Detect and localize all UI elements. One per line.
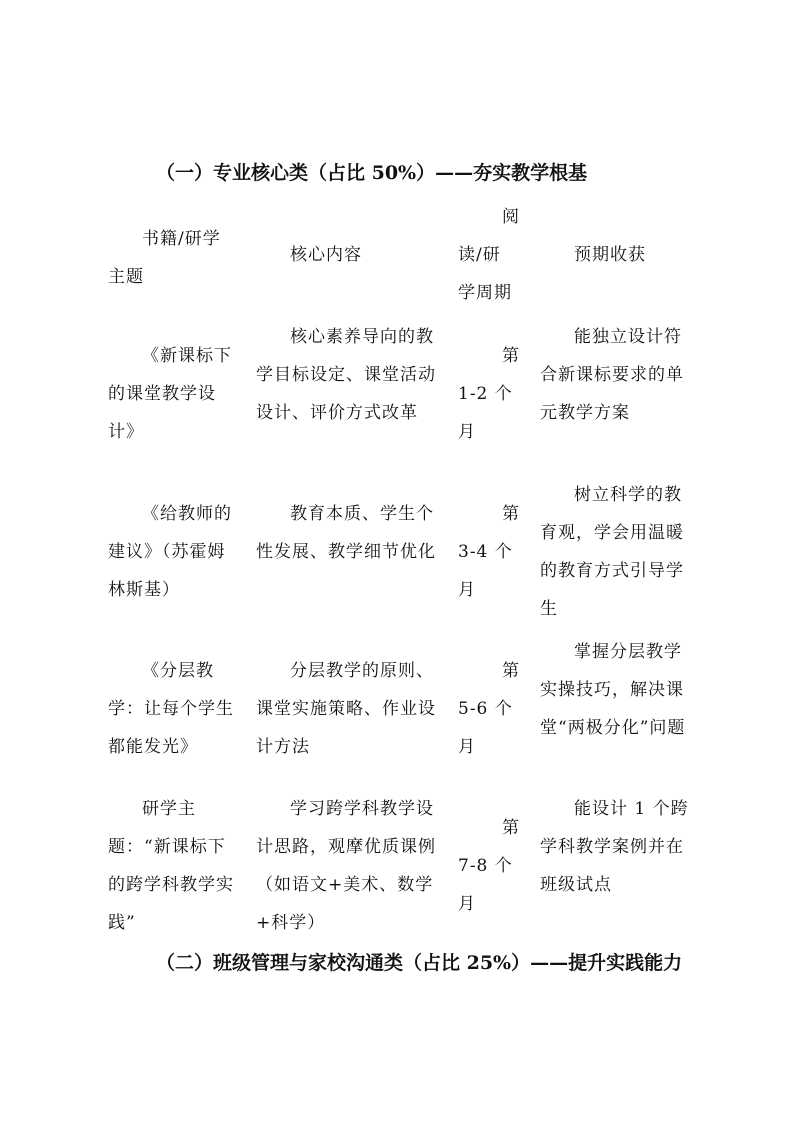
table-row-4-period-suffix: 月 — [458, 894, 476, 914]
table-row-3-outcome: 掌握分层教学实操技巧，解决课堂“两极分化”问题 — [540, 642, 686, 738]
table-row-1-outcome: 能独立设计符合新课标要求的单元教学方案 — [540, 327, 684, 423]
table-header-outcome: 预期收获 — [574, 245, 646, 265]
table-row-1-content: 核心素养导向的教学目标设定、课堂活动设计、评价方式改革 — [256, 327, 436, 423]
table-row-2-period-prefix: 第 — [502, 504, 520, 524]
table-row-2-period-range: 3-4 个 — [458, 542, 513, 562]
section-heading-class-management: （二）班级管理与家校沟通类（占比 25%）——提升实践能力 — [156, 952, 683, 974]
table-row-4-content: 学习跨学科教学设计思路，观摩优质课例（如语文+美术、数学+科学） — [256, 799, 436, 933]
table-row-2-content: 教育本质、学生个性发展、教学细节优化 — [256, 504, 436, 562]
table-row-2-period-suffix: 月 — [458, 580, 476, 600]
table-row-4-item: 研学主题：“新课标下的跨学科教学实践” — [108, 799, 234, 933]
table-row-1-item: 《新课标下的课堂教学设计》 — [108, 346, 232, 442]
table-row-3-period — [458, 652, 518, 766]
table-header-item: 书籍/研学主题 — [108, 229, 221, 287]
table-row-1-period — [458, 337, 518, 451]
table-row-2-outcome: 树立科学的教育观，学会用温暖的教育方式引导学生 — [540, 485, 684, 619]
table-row-1-period-prefix: 第 — [502, 346, 520, 366]
table-row-4-period-prefix: 第 — [502, 818, 520, 838]
table-row-3-content: 分层教学的原则、课堂实施策略、作业设计方法 — [256, 661, 436, 757]
table-row-4-period — [458, 809, 518, 923]
table-row-3-item: 《分层教学：让每个学生都能发光》 — [108, 661, 234, 757]
table-row-3-period-range: 5-6 个 — [458, 699, 513, 719]
table-row-4-outcome: 能设计 1 个跨学科教学案例并在班级试点 — [540, 799, 689, 895]
table-row-3-period-prefix: 第 — [502, 661, 520, 681]
table-header-period: 阅读/研学周期 — [458, 207, 520, 303]
table-header-content: 核心内容 — [290, 245, 362, 265]
table-row-2-item: 《给教师的建议》（苏霍姆林斯基） — [108, 504, 232, 600]
section-heading-professional-core: （一）专业核心类（占比 50%）——夯实教学根基 — [156, 162, 588, 184]
table-row-4-period-range: 7-8 个 — [458, 856, 513, 876]
table-row-3-period-suffix: 月 — [458, 737, 476, 757]
table-row-1-period-range: 1-2 个 — [458, 384, 513, 404]
table-row-1-period-suffix: 月 — [458, 422, 476, 442]
table-row-2-period — [458, 495, 518, 609]
